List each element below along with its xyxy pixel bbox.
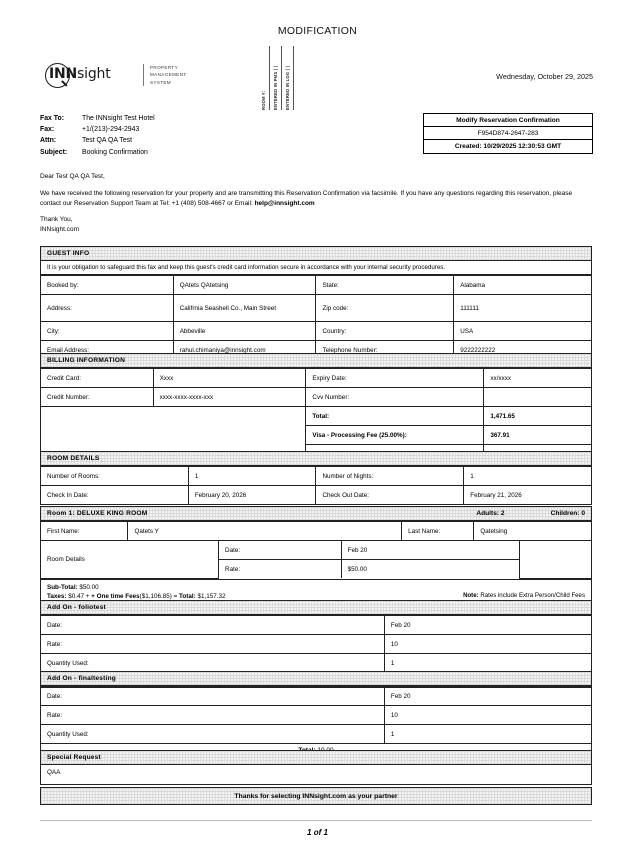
table-row [41,616,591,635]
expiry-date-label: Expiry Date: [306,369,484,388]
add-on-section-2 [40,671,592,759]
table-row [41,725,591,744]
guest-info-disclaimer: It is your obligation to safeguard this fax and keep this guest's credit card information secure in accordance with your internal security procedures. [41,261,591,275]
confirmation-box [423,113,593,154]
number-of-nights-label: Number of Nights: [316,467,464,486]
room-1-prefix: Room 1: [47,510,77,517]
letter-body [40,172,592,235]
room-1-children: Children: 0 [550,510,585,517]
special-request-value: QAA [47,769,61,776]
attn-row [40,135,155,146]
add-on-2-rate-label: Rate: [41,706,384,725]
document-date: Wednesday, October 29, 2025 [496,72,593,81]
email-value: rahul.chimaniya@innsight.com [173,341,316,360]
cvv-label: Cvv Number: [306,388,484,407]
confirmation-heading: Modify Reservation Confirmation [424,114,592,127]
logo-tagline-line3: SYSTEM [150,79,171,85]
confirmation-created: Created: 10/29/2025 12:30:53 GMT [454,142,562,150]
table-row [41,654,591,673]
table-row [41,486,591,505]
stamp-entered-in-log: ENTERED IN LOG ( ) [282,46,294,110]
processing-fee-value: 367.91 [484,426,591,445]
attn-value: Test QA QA Test [82,137,133,145]
letter-paragraph [40,189,592,209]
number-of-nights-value: 1 [464,467,591,486]
logo-mark [45,62,141,88]
room-details-cell-label: Room Details [41,541,219,579]
number-of-rooms-value: 1 [188,467,316,486]
state-label: State: [316,276,454,295]
table-row [41,467,591,486]
expiry-date-value: xx/xxxx [484,369,591,388]
logo-tagline [150,64,186,85]
add-on-2-quantity-label: Quantity Used: [41,725,384,744]
logo-tagline-line2: MANAGEMENT [150,72,187,78]
letter-salutation: Dear Test QA QA Test, [40,173,105,180]
first-name-label: First Name: [41,522,128,541]
fax-to-block [40,113,155,158]
subject-row [40,147,155,158]
fax-label: Fax: [40,126,55,134]
check-out-label: Check Out Date: [316,486,464,505]
page-title: MODIFICATION [277,25,358,37]
check-in-value: February 20, 2026 [188,486,316,505]
room-1-rate-table [41,540,591,579]
one-time-fees-label: + One time Fees [91,592,140,600]
add-on-2-quantity-value: 1 [384,725,591,744]
taxes-amount: $0.47 + [68,592,92,600]
add-on-2-header [41,672,591,686]
credit-card-value: Xxxx [153,369,306,388]
guest-info-table [41,275,591,359]
booked-by-value: QAtets QAtetsing [173,276,316,295]
zip-label: Zip code: [316,295,454,322]
credit-number-label: Credit Number: [41,388,153,407]
table-row [41,276,591,295]
manual-entry-stamp [258,46,294,110]
add-on-1-quantity-value: 1 [384,654,591,673]
sub-total-line [47,583,225,592]
table-row [41,407,591,426]
room-details-table [41,466,591,504]
billing-header [41,354,591,368]
sub-total-value: $50.00 [79,583,99,591]
room-1-heading [47,510,147,517]
logo-wordmark [49,66,110,82]
attn-label: Attn: [40,137,57,145]
add-on-1-table [41,615,591,672]
room-1-rate-spacer [519,541,591,579]
sub-total-label: Sub-Total: [47,583,78,591]
add-on-2-date-label: Date: [41,687,384,706]
fax-to-value: The INNsight Test Hotel [82,115,155,122]
country-label: Country: [316,322,454,341]
logo-inn: INN [49,66,78,82]
subject-label: Subject: [40,148,68,156]
table-row [41,522,591,541]
fax-value: +1/(213)-294-2943 [82,126,140,134]
add-on-1-date-value: Feb 20 [384,616,591,635]
table-row [41,541,591,560]
check-in-label: Check In Date: [41,486,188,505]
add-on-1-heading: Add On - foliotest [47,604,106,611]
booked-by-label: Booked by: [41,276,173,295]
add-on-1-rate-value: 10 [384,635,591,654]
room-1-header [41,507,591,521]
zip-value: 111111 [454,295,591,322]
room-1-date-label: Date: [219,541,342,560]
billing-table [41,368,591,464]
room-1-occupancy [476,510,585,517]
innsight-logo [45,62,186,88]
room-1-date-value: Feb 20 [341,541,519,560]
fax-number-row [40,124,155,135]
state-value: Alabama [454,276,591,295]
total-value: 1,471.65 [484,407,591,426]
cvv-value [484,388,591,407]
thanks-banner: Thanks for selecting INNsight.com as your partner [40,787,592,805]
room-1-guest-table [41,521,591,540]
room-1-rate-value: $50.00 [341,560,519,579]
room-1-adults: Adults: 2 [476,510,505,517]
logo-sight: sight [77,66,111,82]
city-label: City: [41,322,173,341]
room-details-section [40,451,592,505]
guest-info-section [40,246,592,360]
table-row [41,388,591,407]
subject-value: Booking Confirmation [82,148,148,156]
address-label: Address: [41,295,173,322]
special-request-heading: Special Request [47,754,101,761]
note-value: Rates include Extra Person/Child Fees [478,591,585,599]
telephone-value: 9222222222 [454,341,591,360]
taxes-label: Taxes: [47,592,67,600]
first-name-value: Qatets Y [128,522,402,541]
room-1-section [40,506,592,606]
letter-signoff [40,215,592,235]
footer-divider [40,820,592,821]
stamp-entered-in-pms: ENTERED IN PMS ( ) [270,46,282,110]
number-of-rooms-label: Number of Rooms: [41,467,188,486]
last-name-label: Last Name: [402,522,474,541]
guest-info-heading: GUEST INFO [47,250,90,257]
page-number: 1 of 1 [307,828,328,837]
add-on-2-table [41,686,591,743]
logo-divider [143,64,144,86]
special-request-header [41,751,591,765]
billing-heading: BILLING INFORMATION [47,357,126,364]
table-row [41,322,591,341]
add-on-1-rate-label: Rate: [41,635,384,654]
country-value: USA [454,322,591,341]
stamp-room-number: ROOM #: [258,46,270,110]
last-name-value: Qatetsing [474,522,591,541]
one-time-fees-value: ($1,106.85) = [139,592,180,600]
address-value: Califrnia Seashell Co., Main Street [173,295,316,322]
total-label: Total: [306,407,484,426]
table-row [41,369,591,388]
special-request-section [40,750,592,785]
letter-paragraph-text: We have received the following reservation for your property and are transmitting this Reservation Confirmation via facsimile. If you have any questions regarding this reservation, please contact our Reservation Support Team at Tel: +1 (408) 508-4667 or Email: [40,189,573,207]
table-row [41,635,591,654]
fax-to-row [40,113,155,124]
fax-to-label: Fax To: [40,115,64,122]
signoff-thanks: Thank You, [40,216,73,224]
confirmation-code: F954D874-2647-283 [424,127,592,140]
room-1-name: DELUXE KING ROOM [76,510,148,517]
add-on-1-quantity-label: Quantity Used: [41,654,384,673]
add-on-1-date-label: Date: [41,616,384,635]
table-row [41,295,591,322]
support-email: help@innsight.com [254,199,315,207]
add-on-2-date-value: Feb 20 [384,687,591,706]
add-on-2-rate-value: 10 [384,706,591,725]
add-on-2-heading: Add On - finaltesting [47,675,117,682]
note-label: Note: [463,591,479,599]
signoff-company: INNsight.com [40,226,80,233]
room-details-header [41,452,591,466]
telephone-label: Telephone Number: [316,341,454,360]
table-row [41,687,591,706]
city-value: Abbeville [173,322,316,341]
room-1-subtotal-left [47,583,225,601]
guest-info-header [41,247,591,261]
add-on-1-header [41,601,591,615]
credit-number-value: xxxx-xxxx-xxxx-xxx [153,388,306,407]
email-label: Email Address: [41,341,173,360]
room-1-rate-label: Rate: [219,560,342,579]
taxes-total-value: $1,157.32 [197,592,226,600]
processing-fee-label: Visa - Processing Fee (25.00%): [306,426,484,445]
check-out-value: February 21, 2026 [464,486,591,505]
logo-tagline-line1: PROPERTY [150,65,178,71]
billing-information-section [40,353,592,465]
room-details-heading: ROOM DETAILS [47,455,100,462]
table-row [41,706,591,725]
taxes-total-label: Total: [179,592,196,600]
credit-card-label: Credit Card: [41,369,153,388]
